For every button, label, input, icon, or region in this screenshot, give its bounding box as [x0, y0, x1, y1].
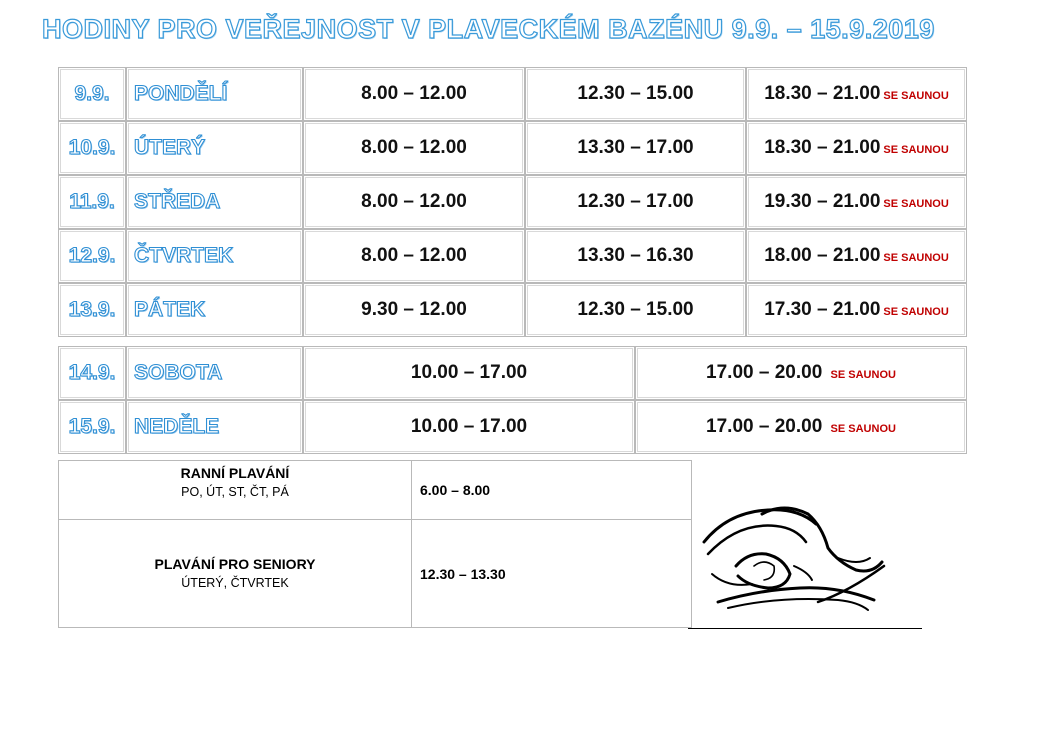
session-label — [59, 520, 412, 628]
time-slot-sauna — [746, 121, 967, 175]
session-days: PO, ÚT, ST, ČT, PÁ — [181, 485, 289, 499]
day-cell: PONDĚLÍ — [126, 67, 303, 121]
session-name: RANNÍ PLAVÁNÍ — [180, 465, 290, 481]
sauna-note: SE SAUNOU — [883, 252, 949, 264]
time-slot-1: 8.00 – 12.00 — [303, 67, 525, 121]
time-slot-1: 8.00 – 12.00 — [303, 121, 525, 175]
sauna-note: SE SAUNOU — [883, 198, 949, 210]
schedule-row — [58, 283, 967, 337]
time-value: 17.30 – 21.00 — [764, 299, 881, 320]
time-value: 18.30 – 21.00 — [764, 83, 881, 104]
sauna-note: SE SAUNOU — [830, 369, 896, 381]
time-slot-2: 13.30 – 16.30 — [525, 229, 746, 283]
session-time: 6.00 – 8.00 — [412, 461, 692, 520]
date-cell: 9.9. — [58, 67, 126, 121]
date-cell: 10.9. — [58, 121, 126, 175]
session-time: 12.30 – 13.30 — [412, 520, 692, 628]
time-slot-sauna — [635, 400, 967, 454]
schedule-row — [58, 121, 967, 175]
session-days: ÚTERÝ, ČTVRTEK — [181, 576, 289, 590]
day-cell: ČTVRTEK — [126, 229, 303, 283]
day-cell: ÚTERÝ — [126, 121, 303, 175]
time-slot-sauna — [746, 175, 967, 229]
day-cell: SOBOTA — [126, 346, 303, 400]
time-slot-2: 12.30 – 15.00 — [525, 283, 746, 337]
time-slot-sauna — [746, 67, 967, 121]
schedule-row — [58, 229, 967, 283]
special-row — [59, 461, 692, 520]
time-value: 18.00 – 21.00 — [764, 245, 881, 266]
date-cell: 12.9. — [58, 229, 126, 283]
time-slot-2: 12.30 – 17.00 — [525, 175, 746, 229]
time-slot-2: 13.30 – 17.00 — [525, 121, 746, 175]
weekend-table — [58, 346, 967, 454]
special-row — [59, 520, 692, 628]
page-title: HODINY PRO VEŘEJNOST V PLAVECKÉM BAZÉNU 9.9. – 15.9.2019 — [42, 14, 935, 44]
schedule-row — [58, 346, 967, 400]
schedule-row — [58, 67, 967, 121]
time-slot-1: 10.00 – 17.00 — [303, 346, 635, 400]
time-slot-sauna — [746, 283, 967, 337]
session-name: PLAVÁNÍ PRO SENIORY — [154, 556, 316, 572]
date-cell: 15.9. — [58, 400, 126, 454]
time-slot-sauna — [635, 346, 967, 400]
time-slot-1: 8.00 – 12.00 — [303, 229, 525, 283]
schedule-row — [58, 175, 967, 229]
day-cell: NEDĚLE — [126, 400, 303, 454]
time-value: 18.30 – 21.00 — [764, 137, 881, 158]
time-value: 17.00 – 20.00 — [706, 362, 823, 383]
time-slot-1: 10.00 – 17.00 — [303, 400, 635, 454]
date-cell: 11.9. — [58, 175, 126, 229]
special-sessions-table — [58, 460, 692, 628]
schedule-table — [58, 67, 967, 337]
time-slot-1: 8.00 – 12.00 — [303, 175, 525, 229]
day-cell: PÁTEK — [126, 283, 303, 337]
sauna-note: SE SAUNOU — [883, 144, 949, 156]
sauna-note: SE SAUNOU — [883, 306, 949, 318]
time-slot-1: 9.30 – 12.00 — [303, 283, 525, 337]
time-slot-sauna — [746, 229, 967, 283]
sauna-note: SE SAUNOU — [830, 423, 896, 435]
date-cell: 13.9. — [58, 283, 126, 337]
sauna-note: SE SAUNOU — [883, 90, 949, 102]
session-label — [59, 461, 412, 520]
day-cell: STŘEDA — [126, 175, 303, 229]
swimmer-icon — [688, 462, 922, 629]
time-value: 17.00 – 20.00 — [706, 416, 823, 437]
schedule-row — [58, 400, 967, 454]
time-value: 19.30 – 21.00 — [764, 191, 881, 212]
date-cell: 14.9. — [58, 346, 126, 400]
time-slot-2: 12.30 – 15.00 — [525, 67, 746, 121]
